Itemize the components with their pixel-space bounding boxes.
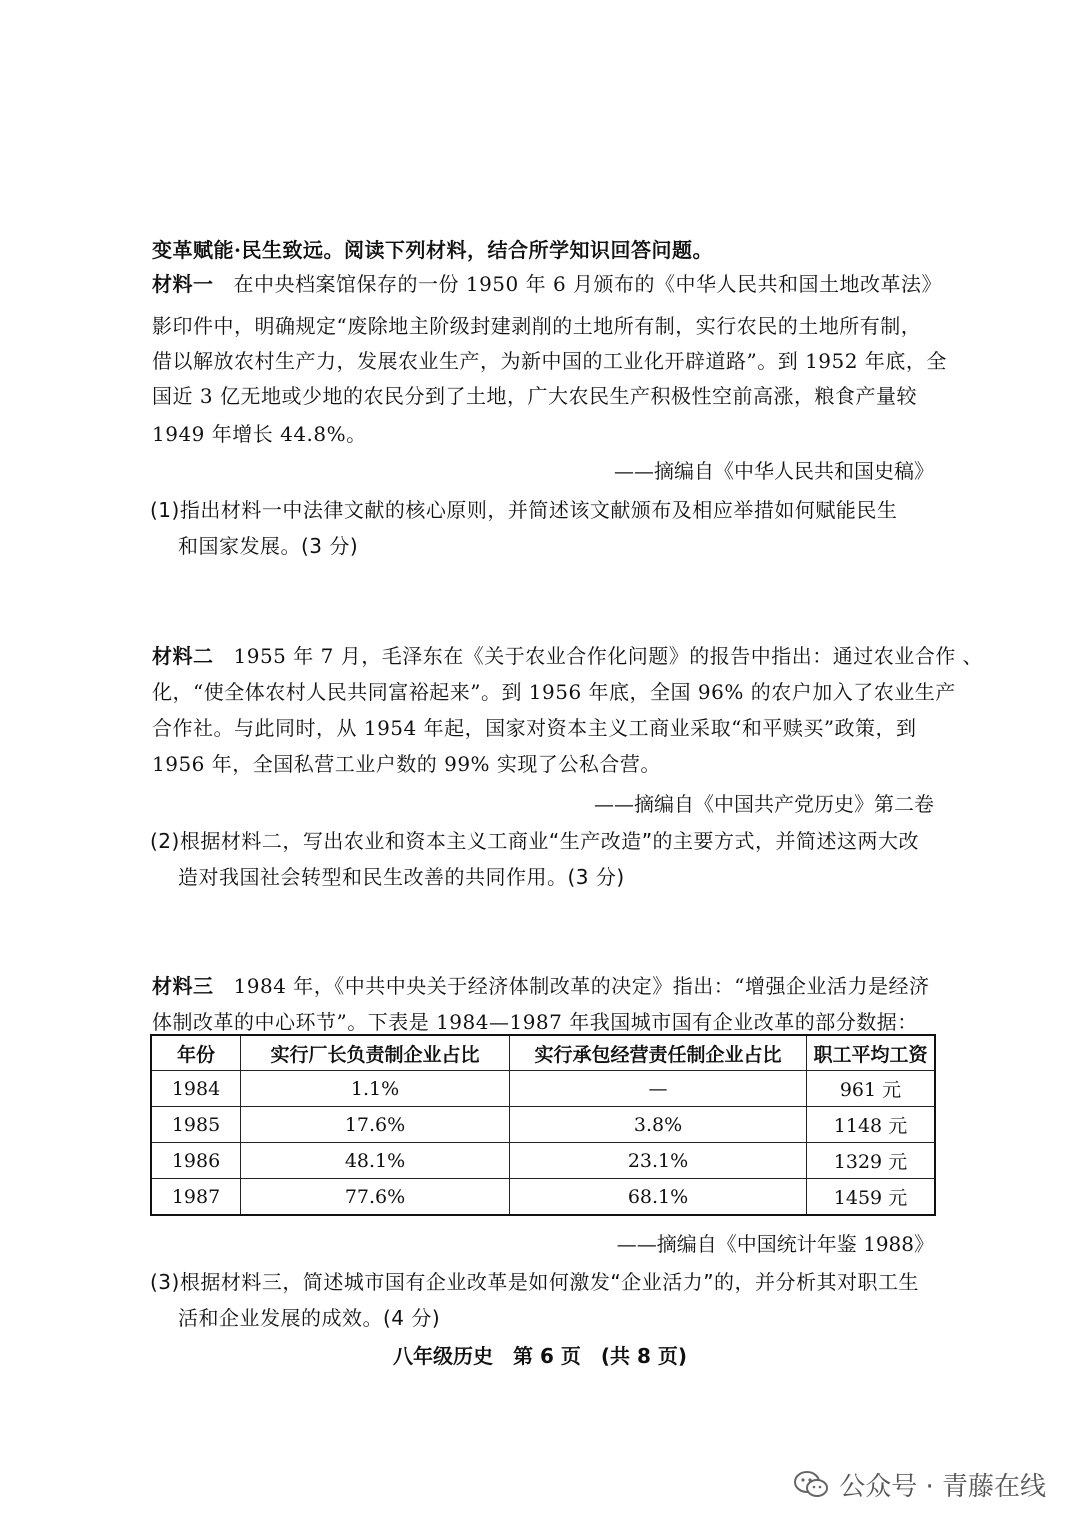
question3-line-2: 活和企业发展的成效。(4 分) bbox=[178, 1306, 441, 1330]
question2-line-2: 造对我国社会转型和民生改善的共同作用。(3 分) bbox=[178, 865, 625, 889]
cell-year: 1984 bbox=[151, 1071, 241, 1107]
material1-label: 材料一 bbox=[152, 272, 214, 296]
material2-label: 材料二 bbox=[152, 644, 214, 668]
cell-wage: 1329 元 bbox=[807, 1143, 936, 1179]
cell-director-ratio: 77.6% bbox=[241, 1179, 510, 1216]
question2-line-1: (2)根据材料二，写出农业和资本主义工商业“生产改造”的主要方式，并简述这两大改 bbox=[150, 829, 920, 853]
material1-line-1: 材料一 在中央档案馆保存的一份 1950 年 6 月颁布的《中华人民共和国土地改革法》 bbox=[152, 272, 943, 296]
material1-source: ——摘编自《中华人民共和国史稿》 bbox=[614, 459, 934, 483]
material1-line-2: 影印件中，明确规定“废除地主阶级封建剥削的土地所有制，实行农民的土地所有制， bbox=[152, 314, 922, 338]
wechat-icon bbox=[793, 1470, 829, 1500]
material2-line-3: 合作社。与此同时，从 1954 年起，国家对资本主义工商业采取“和平赎买”政策，到 bbox=[152, 716, 917, 740]
question1-line-2: 和国家发展。(3 分) bbox=[178, 534, 359, 558]
reform-data-table bbox=[150, 1034, 936, 1216]
header-average-wage: 职工平均工资 bbox=[807, 1035, 936, 1071]
material1-line-4: 国近 3 亿无地或少地的农民分到了土地，广大农民生产积极性空前高涨，粮食产量较 bbox=[152, 384, 917, 408]
material2-line-1: 材料二 1955 年 7 月，毛泽东在《关于农业合作化问题》的报告中指出：通过农业合作 、 bbox=[152, 644, 984, 668]
question3-line-1: (3)根据材料三，简述城市国有企业改革是如何激发“企业活力”的，并分析其对职工生 bbox=[150, 1270, 920, 1294]
watermark bbox=[793, 1466, 1046, 1503]
table-header-row bbox=[151, 1035, 935, 1071]
material3-line-1: 材料三 1984 年，《中共中央关于经济体制改革的决定》指出：“增强企业活力是经济 bbox=[152, 974, 930, 998]
material2-line-2: 化，“使全体农村人民共同富裕起来”。到 1956 年底，全国 96% 的农户加入了农业生产 bbox=[152, 680, 956, 704]
table-row bbox=[151, 1179, 935, 1216]
cell-year: 1987 bbox=[151, 1179, 241, 1216]
cell-director-ratio: 48.1% bbox=[241, 1143, 510, 1179]
material2-source: ——摘编自《中国共产党历史》第二卷 bbox=[594, 792, 934, 816]
question1-line-1: (1)指出材料一中法律文献的核心原则，并简述该文献颁布及相应举措如何赋能民生 bbox=[150, 498, 898, 522]
material1-line-5: 1949 年增长 44.8%。 bbox=[152, 422, 367, 446]
material3-source: ——摘编自《中国统计年鉴 1988》 bbox=[616, 1232, 934, 1256]
cell-wage: 1459 元 bbox=[807, 1179, 936, 1216]
header-year: 年份 bbox=[151, 1035, 241, 1071]
cell-contract-ratio: — bbox=[510, 1071, 807, 1107]
cell-director-ratio: 17.6% bbox=[241, 1107, 510, 1143]
cell-year: 1985 bbox=[151, 1107, 241, 1143]
material1-line-3: 借以解放农村生产力，发展农业生产，为新中国的工业化开辟道路”。到 1952 年底，全 bbox=[152, 349, 947, 373]
material2-line-4: 1956 年，全国私营工业户数的 99% 实现了公私合营。 bbox=[152, 752, 661, 776]
cell-director-ratio: 1.1% bbox=[241, 1071, 510, 1107]
cell-year: 1986 bbox=[151, 1143, 241, 1179]
cell-contract-ratio: 23.1% bbox=[510, 1143, 807, 1179]
cell-contract-ratio: 68.1% bbox=[510, 1179, 807, 1216]
intro-text: 变革赋能·民生致远。阅读下列材料，结合所学知识回答问题。 bbox=[152, 238, 713, 262]
page-footer: 八年级历史 第 6 页 (共 8 页) bbox=[393, 1344, 687, 1368]
material3-label: 材料三 bbox=[152, 974, 214, 998]
material3-line-2: 体制改革的中心环节”。下表是 1984—1987 年我国城市国有企业改革的部分数据： bbox=[152, 1010, 918, 1034]
cell-wage: 1148 元 bbox=[807, 1107, 936, 1143]
cell-wage: 961 元 bbox=[807, 1071, 936, 1107]
table-row bbox=[151, 1143, 935, 1179]
table-row bbox=[151, 1107, 935, 1143]
cell-contract-ratio: 3.8% bbox=[510, 1107, 807, 1143]
table-row bbox=[151, 1071, 935, 1107]
watermark-text: 公众号 · 青藤在线 bbox=[839, 1472, 1046, 1502]
header-director-responsibility: 实行厂长负责制企业占比 bbox=[241, 1035, 510, 1071]
header-contract-responsibility: 实行承包经营责任制企业占比 bbox=[510, 1035, 807, 1071]
